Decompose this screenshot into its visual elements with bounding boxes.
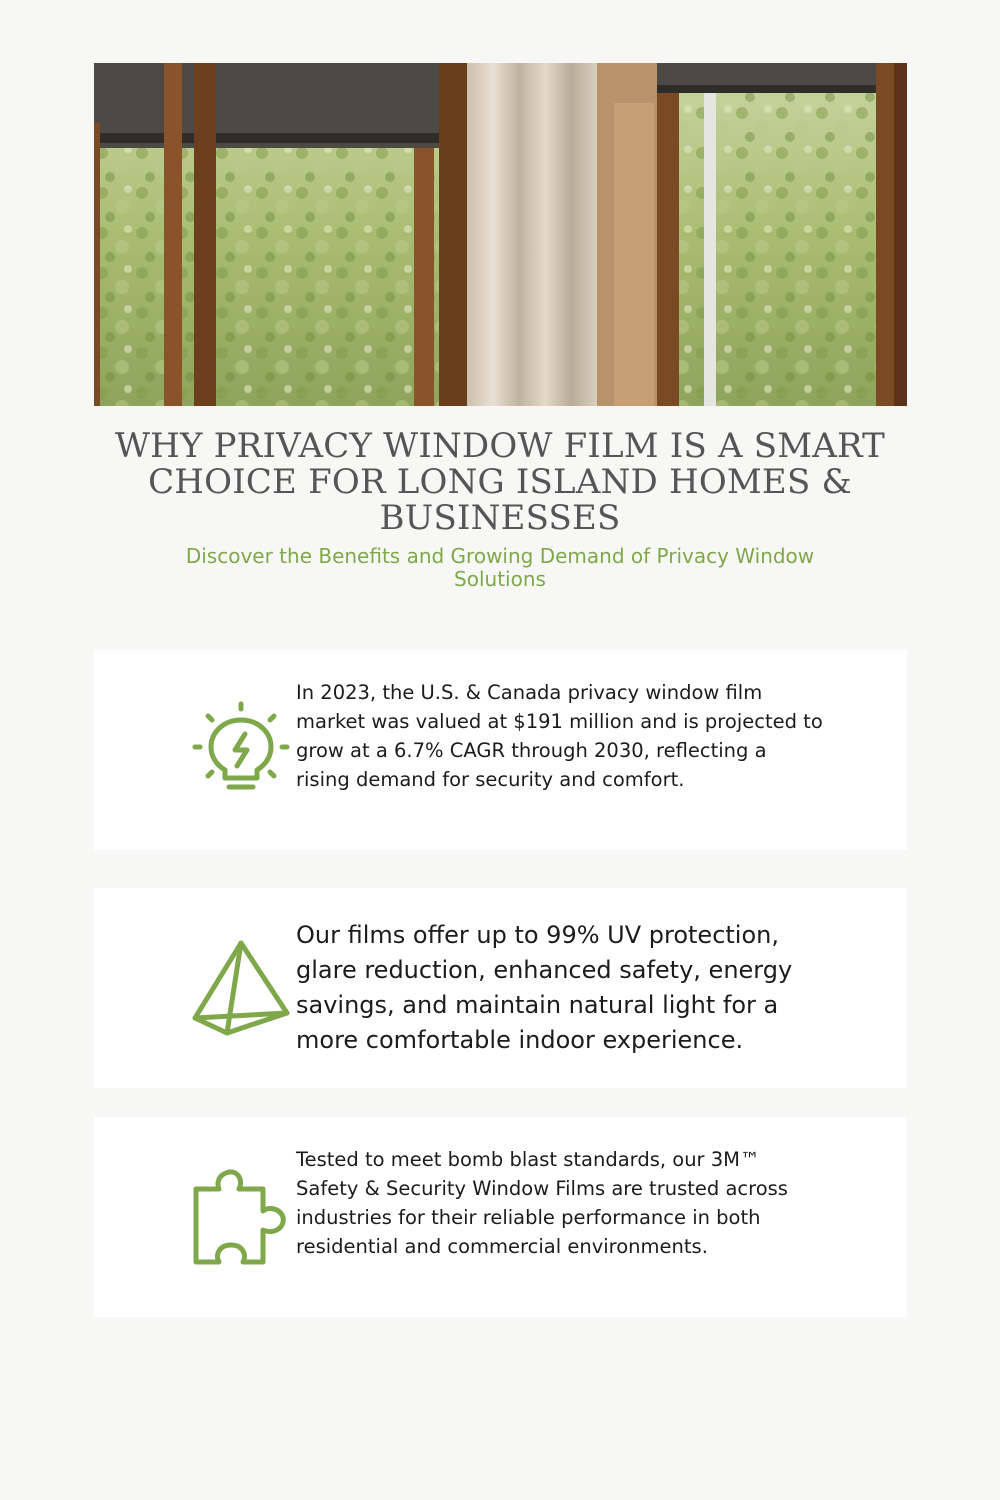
info-card-safety: [94, 1117, 907, 1317]
card-text-benefits: Our films offer up to 99% UV protection, glare reduction, enhanced safety, energy savings, and maintain natural light for a more comfortable indoor experience.: [296, 921, 793, 1054]
page-title: WHY PRIVACY WINDOW FILM IS A SMART CHOICE FOR LONG ISLAND HOMES & BUSINESSES: [114, 426, 886, 538]
lightbulb-icon: [191, 700, 291, 800]
info-card-benefits: [94, 888, 907, 1088]
pyramid-icon: [191, 938, 291, 1038]
card-text-safety: Tested to meet bomb blast standards, our 3M™ Safety & Security Window Films are trusted across industries for their reliable performance in both residential and commercial environments.: [296, 1148, 788, 1258]
info-card-market: [94, 650, 907, 850]
puzzle-piece-icon: [191, 1167, 291, 1267]
page-subtitle: Discover the Benefits and Growing Demand of Privacy Window Solutions: [185, 544, 815, 591]
card-text-market: In 2023, the U.S. & Canada privacy window film market was valued at $191 million and is projected to grow at a 6.7% CAGR through 2030, reflecting a rising demand for security and comfort.: [296, 681, 823, 791]
hero-image: [94, 63, 907, 406]
